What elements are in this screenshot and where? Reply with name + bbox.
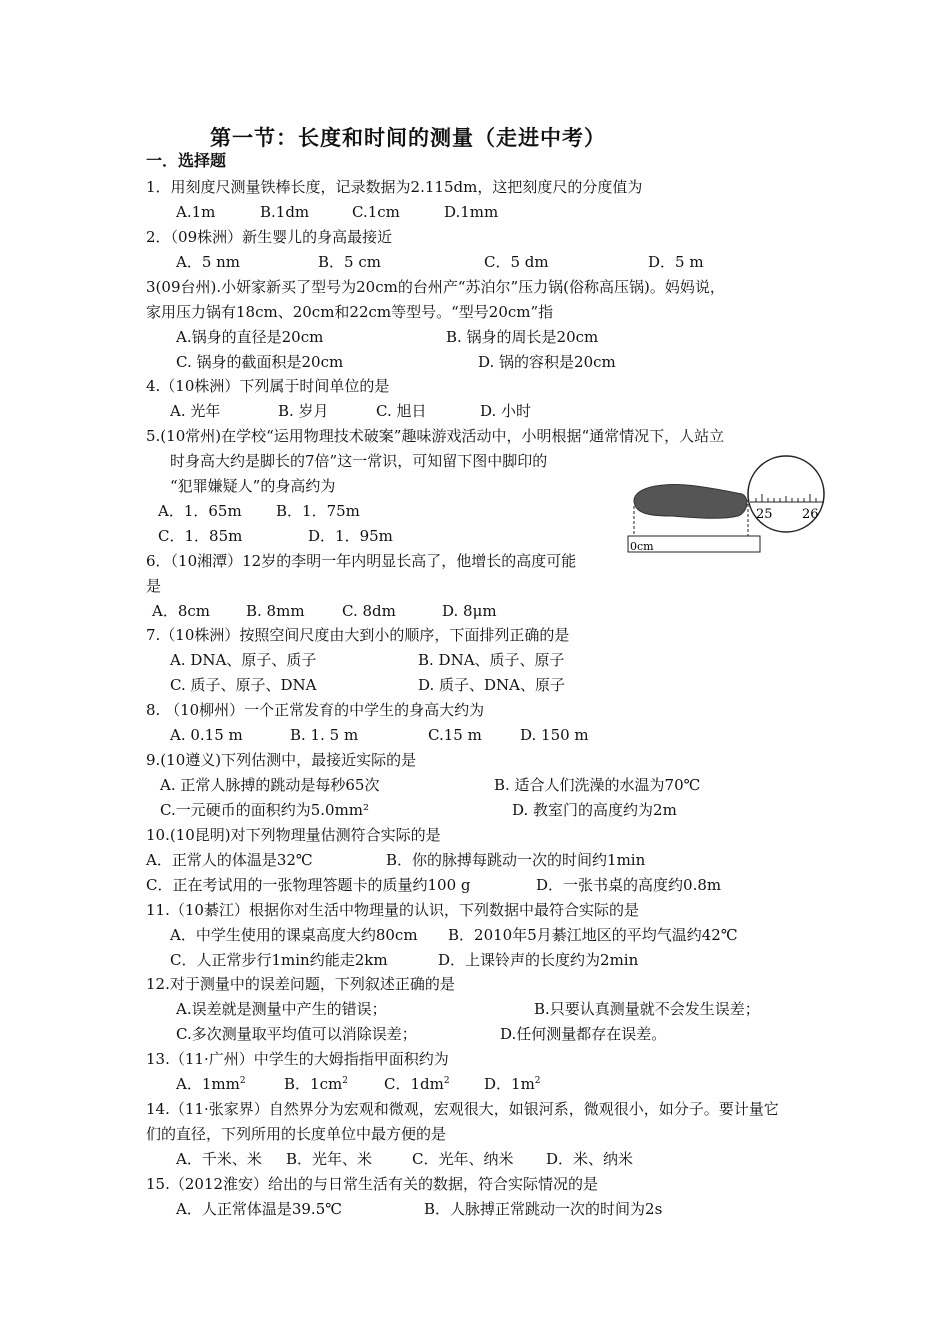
option: A．人正常体温是39.5℃ — [176, 1200, 343, 1218]
ruler-label-25: 25 — [756, 507, 773, 522]
option: D. 锅的容积是20cm — [478, 353, 616, 371]
option: D．5 m — [648, 253, 704, 271]
question-14-line-2: 们的直径，下列所用的长度单位中最方便的是 — [146, 1125, 447, 1143]
option: C．正在考试用的一张物理答题卡的质量约100 g — [146, 876, 471, 894]
question-4: 4.（10株洲）下列属于时间单位的是 — [146, 377, 390, 395]
option: D. 150 m — [520, 726, 589, 744]
question-12: 12.对于测量中的误差问题，下列叙述正确的是 — [146, 975, 455, 993]
option: D．1．95m — [308, 527, 393, 545]
option: B．1．75m — [276, 502, 360, 520]
option: B. 适合人们洗澡的水温为70℃ — [494, 776, 701, 794]
option: D. 教室门的高度约为2m — [512, 801, 677, 819]
option: A．5 nm — [176, 253, 241, 271]
option: B. 岁月 — [278, 402, 329, 420]
question-2: 2．（09株洲）新生婴儿的身高最接近 — [146, 228, 393, 246]
option: C.15 m — [428, 726, 482, 744]
option: C．$1dm^2$ — [384, 1075, 450, 1093]
option: B. 1. 5 m — [290, 726, 359, 744]
option: B. 锅身的周长是20cm — [446, 328, 599, 346]
question-6: 6．（10湘潭）12岁的李明一年内明显长高了，他增长的高度可能 — [146, 552, 577, 570]
option: C.一元硬币的面积约为5.0mm² — [160, 801, 370, 819]
option: A. 正常人脉搏的跳动是每秒65次 — [160, 776, 380, 794]
option: D．$1m^2$ — [484, 1075, 541, 1093]
option: C．5 dm — [484, 253, 549, 271]
question-5-line-3: “犯罪嫌疑人”的身高约为 — [170, 477, 336, 495]
option: B.只要认真测量就不会发生误差； — [534, 1000, 760, 1018]
question-14: 14.（11·张家界）自然界分为宏观和微观，宏观很大，如银河系，微观很小，如分子。要计量它 — [146, 1100, 779, 1118]
footprint-ruler-figure — [626, 454, 826, 554]
question-6-line-2: 是 — [146, 577, 162, 595]
ruler-label-26: 26 — [802, 507, 819, 522]
question-15: 15.（2012淮安）给出的与日常生活有关的数据，符合实际情况的是 — [146, 1175, 599, 1193]
option: C.1cm — [352, 203, 400, 221]
option: C. 锅身的截面积是20cm — [176, 353, 344, 371]
question-3-line-2: 家用压力锅有18cm、20cm和22cm等型号。“型号20cm”指 — [146, 303, 554, 321]
option: D. 小时 — [480, 402, 532, 420]
question-9: 9.(10遵义)下列估测中，最接近实际的是 — [146, 751, 417, 769]
question-8: 8. （10柳州）一个正常发育的中学生的身高大约为 — [146, 701, 485, 719]
ruler-label-zero: 0cm — [630, 540, 654, 553]
option: B．人脉搏正常跳动一次的时间为2s — [424, 1200, 663, 1218]
option: A．1．65m — [158, 502, 242, 520]
option: A. 0.15 m — [170, 726, 243, 744]
page-title: 第一节：长度和时间的测量（走进中考） — [210, 126, 606, 150]
option: D．上课铃声的长度约为2min — [438, 951, 639, 969]
option: B.1dm — [260, 203, 310, 221]
option: A. DNA、原子、质子 — [170, 651, 317, 669]
section-heading: 一．选择题 — [146, 151, 227, 170]
question-5-line-2: 时身高大约是脚长的7倍”这一常识，可知留下图中脚印的 — [170, 452, 548, 470]
option: D.任何测量都存在误差。 — [500, 1025, 667, 1043]
option: A．8cm — [152, 602, 211, 620]
option: A.误差就是测量中产生的错误； — [176, 1000, 387, 1018]
option: D. 质子、DNA、原子 — [418, 676, 566, 694]
option: A.锅身的直径是20cm — [176, 328, 324, 346]
option: C．光年、纳米 — [412, 1150, 514, 1168]
option: B．光年、米 — [286, 1150, 373, 1168]
option: B．你的脉搏每跳动一次的时间约1min — [386, 851, 646, 869]
option: B. 8mm — [246, 602, 305, 620]
option: A．千米、米 — [176, 1150, 262, 1168]
option: B. DNA、质子、原子 — [418, 651, 565, 669]
option: B．5 cm — [318, 253, 381, 271]
question-5: 5.(10常州)在学校“运用物理技术破案”趣味游戏活动中，小明根据“通常情况下，人站立 — [146, 427, 725, 445]
question-13: 13.（11·广州）中学生的大姆指指甲面积约为 — [146, 1050, 449, 1068]
option: A. 光年 — [170, 402, 221, 420]
option: A.1m — [176, 203, 216, 221]
question-11: 11.（10綦江）根据你对生活中物理量的认识，下列数据中最符合实际的是 — [146, 901, 639, 919]
option: C．人正常步行1min约能走2km — [170, 951, 388, 969]
question-3: 3(09台州).小妍家新买了型号为20cm的台州产“苏泊尔”压力锅(俗称高压锅)。妈妈说， — [146, 278, 725, 296]
option: A．$1mm^2$ — [176, 1075, 246, 1093]
option: C. 质子、原子、DNA — [170, 676, 317, 694]
question-1: 1．用刻度尺测量铁棒长度，记录数据为2.115dm，这把刻度尺的分度值为 — [146, 178, 643, 196]
option: C. 8dm — [342, 602, 396, 620]
question-10: 10.(10昆明)对下列物理量估测符合实际的是 — [146, 826, 441, 844]
option: A．中学生使用的课桌高度大约80cm — [170, 926, 418, 944]
option: C.多次测量取平均值可以消除误差； — [176, 1025, 417, 1043]
option: B．2010年5月綦江地区的平均气温约42℃ — [448, 926, 738, 944]
option: B．$1cm^2$ — [284, 1075, 348, 1093]
option: D.1mm — [444, 203, 499, 221]
option: C．1．85m — [158, 527, 243, 545]
option: C. 旭日 — [376, 402, 427, 420]
option: D．米、纳米 — [546, 1150, 634, 1168]
option: D. 8μm — [442, 602, 497, 620]
option: A．正常人的体温是32℃ — [146, 851, 313, 869]
option: D．一张书桌的高度约0.8m — [536, 876, 722, 894]
question-7: 7.（10株洲）按照空间尺度由大到小的顺序，下面排列正确的是 — [146, 626, 570, 644]
